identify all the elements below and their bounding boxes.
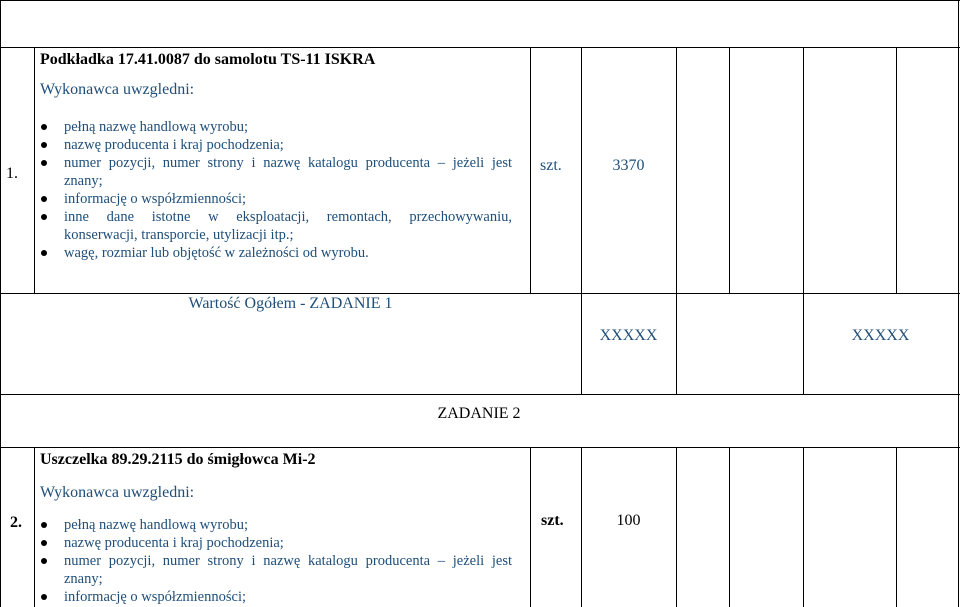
item1-quantity: 3370 xyxy=(612,157,645,174)
list-item: informację o współzmienności; xyxy=(38,588,512,606)
rule2-col-qty xyxy=(676,447,677,607)
list-item: inne dane istotne w eksploatacji, remontach, przechowywaniu, konserwacji, transporcie, utylizacji itp.; xyxy=(38,208,512,244)
rule-item1-bottom xyxy=(0,293,960,294)
rule2-col-a xyxy=(729,447,730,607)
item1-title: Podkładka 17.41.0087 do samolotu TS-11 ISKRA xyxy=(40,51,376,68)
rule2-col-b xyxy=(803,447,804,607)
item1-unit: szt. xyxy=(540,157,562,174)
list-item: numer pozycji, numer strony i nazwę katalogu producenta – jeżeli jest znany; xyxy=(38,552,512,588)
item1-number: 1. xyxy=(6,165,18,182)
item1-requirements-list xyxy=(38,118,512,262)
rule-task2-bottom xyxy=(0,447,960,448)
rule-header-bottom xyxy=(0,47,960,48)
rule-col-desc xyxy=(530,47,531,293)
rule-summary-bottom xyxy=(0,394,960,395)
item1-intro: Wykonawca uwzgledni: xyxy=(40,81,195,98)
rule-col-c xyxy=(896,47,897,293)
task2-header: ZADANIE 2 xyxy=(437,405,521,422)
rule-sum-b xyxy=(676,293,677,394)
rule-top xyxy=(0,0,960,1)
list-item: pełną nazwę handlową wyrobu; xyxy=(38,118,512,136)
item2-requirements-list xyxy=(38,516,512,606)
list-item: wagę, rozmiar lub objętość w zależności od wyrobu. xyxy=(38,244,512,262)
rule2-col-num xyxy=(34,447,35,607)
item2-title: Uszczelka 89.29.2115 do śmigłowca Mi-2 xyxy=(40,451,316,468)
rule-col-num xyxy=(34,47,35,293)
item2-intro: Wykonawca uwzgledni: xyxy=(40,484,195,501)
list-item: informację o współzmienności; xyxy=(38,190,512,208)
rule-col-b xyxy=(803,47,804,293)
rule-col-a xyxy=(729,47,730,293)
rule-col-qty xyxy=(676,47,677,293)
rule2-col-c xyxy=(896,447,897,607)
item2-unit: szt. xyxy=(541,512,564,529)
rule2-col-desc xyxy=(530,447,531,607)
item2-number: 2. xyxy=(10,514,22,531)
list-item: nazwę producenta i kraj pochodzenia; xyxy=(38,534,512,552)
list-item: numer pozycji, numer strony i nazwę katalogu producenta – jeżeli jest znany; xyxy=(38,154,512,190)
summary-value-1: XXXXX xyxy=(599,327,658,344)
summary-value-2: XXXXX xyxy=(851,327,910,344)
list-item: nazwę producenta i kraj pochodzenia; xyxy=(38,136,512,154)
rule-right xyxy=(958,0,959,607)
list-item: pełną nazwę handlową wyrobu; xyxy=(38,516,512,534)
summary-label: Wartość Ogółem - ZADANIE 1 xyxy=(188,295,393,312)
item2-quantity: 100 xyxy=(616,512,641,529)
